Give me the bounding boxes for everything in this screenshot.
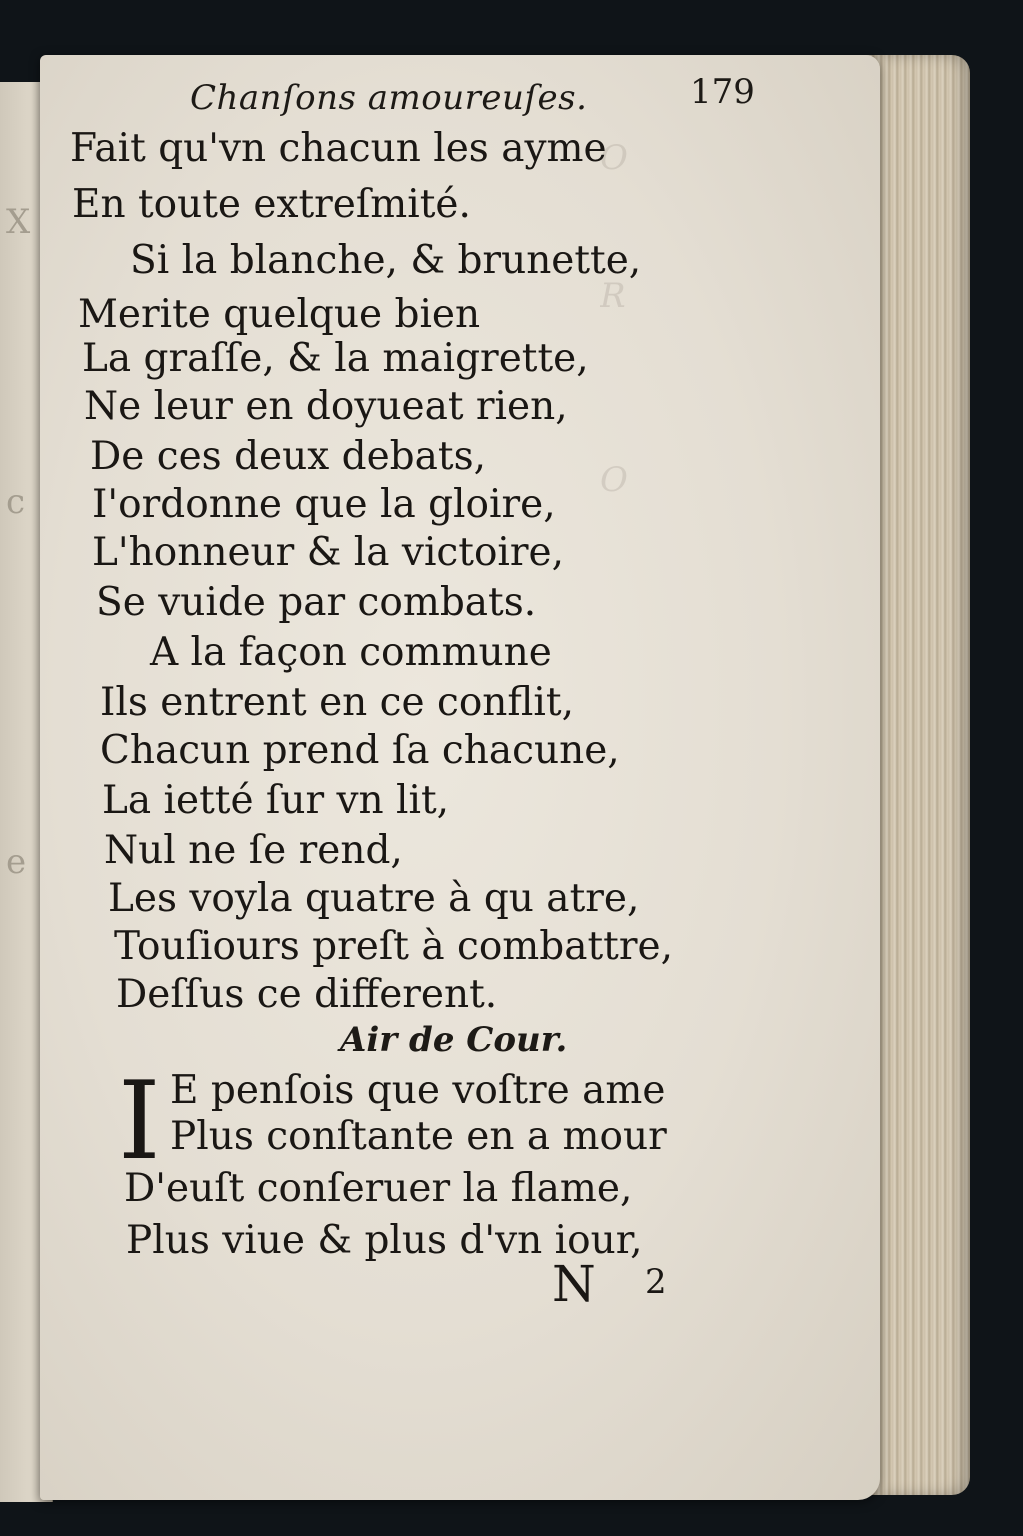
section-title: Air de Cour. xyxy=(340,1020,568,1060)
verse-line: Plus conſtante en a mour xyxy=(170,1114,667,1159)
verse-line: Nul ne ſe rend, xyxy=(104,828,403,873)
verse-line: De ces deux debats, xyxy=(90,434,486,479)
verse-line: Ne leur en doyueat rien, xyxy=(84,384,568,429)
verse-line: A la façon commune xyxy=(150,630,552,675)
verse-line: La ietté ſur vn lit, xyxy=(102,778,450,823)
facing-page-ghost-text: c xyxy=(6,482,26,522)
verse-line: Se vuide par combats. xyxy=(96,580,537,625)
verse-line: Chacun prend ſa chacune, xyxy=(100,728,620,773)
drop-cap: I xyxy=(118,1059,161,1184)
page-number: 179 xyxy=(690,72,755,112)
signature-mark: N xyxy=(552,1255,596,1313)
show-through-text: O R O xyxy=(600,138,628,500)
verse-line: E penſois que voſtre ame xyxy=(170,1068,666,1113)
verse-line: Les voyla quatre à qu atre, xyxy=(108,876,640,921)
signature-number: 2 xyxy=(645,1262,667,1302)
verse-line: Si la blanche, & brunette, xyxy=(130,238,642,283)
verse-line: I'ordonne que la gloire, xyxy=(92,482,556,527)
verse-line: La graſſe, & la maigrette, xyxy=(82,336,589,381)
verse-line: Ils entrent en ce conflit, xyxy=(100,680,574,725)
verse-line: En toute extreſmité. xyxy=(72,182,471,227)
verse-line: L'honneur & la victoire, xyxy=(92,530,565,575)
facing-page-ghost-text: X xyxy=(6,202,31,242)
verse-line: Deſſus ce different. xyxy=(116,972,498,1017)
facing-page-ghost-text: e xyxy=(6,842,27,882)
verse-line: D'euſt conſeruer la flame, xyxy=(124,1166,633,1211)
verse-line: Touſiours preſt à combattre, xyxy=(114,924,673,969)
verse-line: Merite quelque bien xyxy=(78,292,481,337)
running-title: Chanſons amoureuſes. xyxy=(190,78,588,118)
verse-line: Fait qu'vn chacun les ayme xyxy=(70,126,607,171)
verse-line: Plus viue & plus d'vn iour, xyxy=(126,1218,643,1263)
